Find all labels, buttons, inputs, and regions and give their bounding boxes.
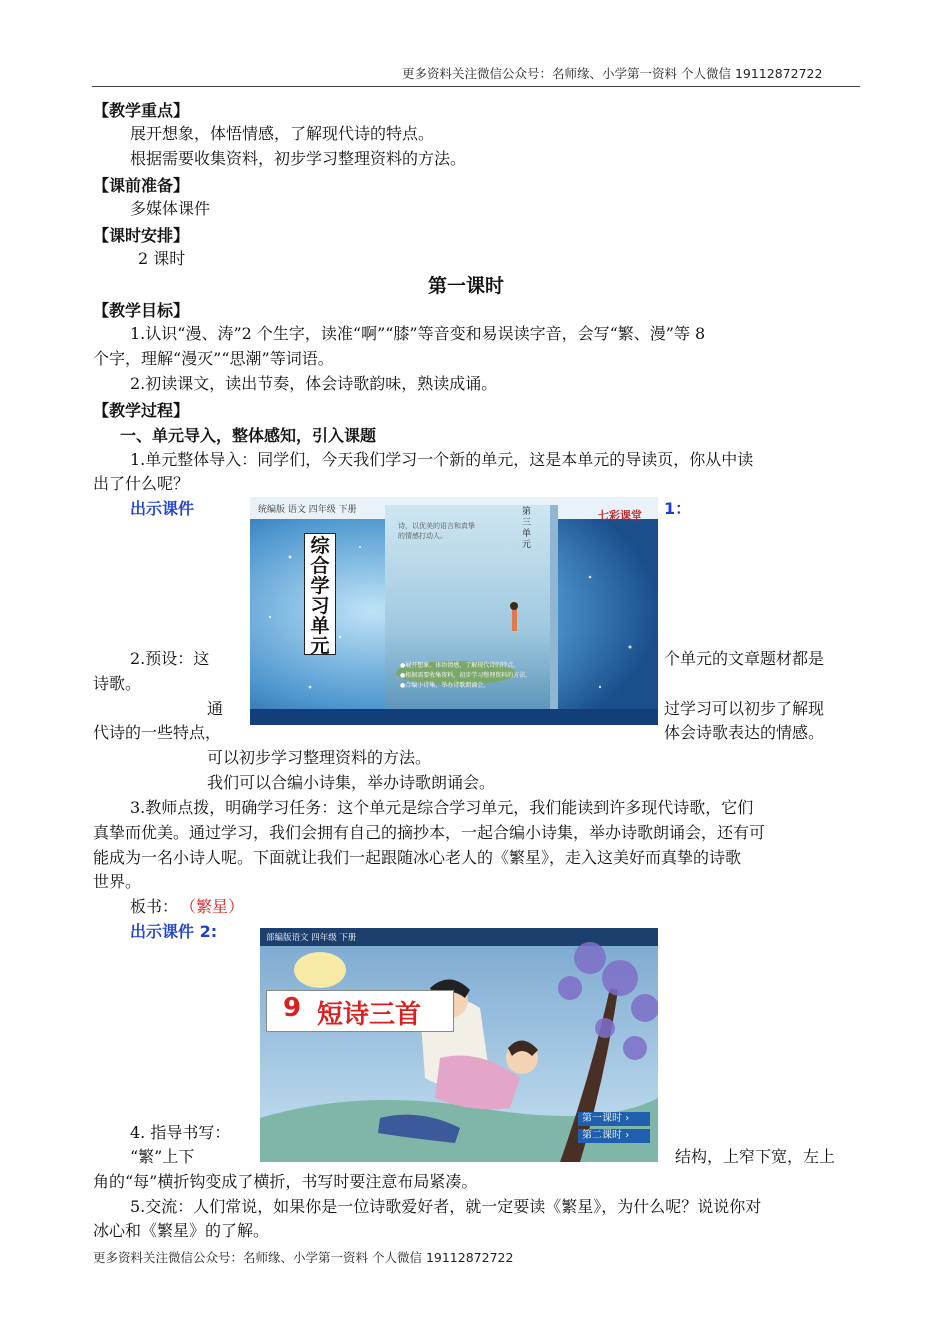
courseware-1-number: 1： — [664, 499, 692, 518]
chevron-right-icon: › — [625, 1130, 630, 1141]
para-2-line-4: 可以初步学习整理资料的方法。 — [207, 748, 432, 767]
para-1-line-1: 1.单元整体导入：同学们，今天我们学习一个新的单元，这是本单元的导读页，你从中读 — [130, 450, 754, 469]
para-4-right: 结构，上窄下宽，左上 — [675, 1147, 836, 1166]
para-5-line-1: 5.交流：人们常说，如果你是一位诗歌爱好者，就一定要读《繁星》，为什么呢？说说你对 — [130, 1197, 762, 1216]
slide-1-brand-logo: 七彩课堂 — [598, 509, 642, 522]
goal-1-line-1: 1.认识“漫、涛”2 个生字，读准“啊”“膝”等音变和易误读字音，会写“繁、漫”等 8 — [130, 324, 706, 343]
key-points-heading: 【教学重点】 — [93, 101, 190, 120]
para-2-line-5: 我们可以合编小诗集，举办诗歌朗诵会。 — [207, 773, 496, 792]
para-4-fan: “繁”上下 — [130, 1147, 195, 1166]
slide-2-background — [260, 928, 658, 1162]
para-2-right: 个单元的文章题材都是 — [664, 649, 825, 668]
chevron-right-icon: › — [625, 1113, 630, 1124]
step-heading: 一、单元导入，整体感知，引入课题 — [120, 426, 377, 445]
courseware-1-label: 出示课件 — [130, 499, 195, 518]
slide-1-unit-label: 第三单元 — [522, 507, 532, 550]
courseware-slide-2 — [260, 928, 658, 1162]
goals-heading: 【教学目标】 — [93, 301, 190, 320]
slide-1-title: 综合学习单元 — [304, 533, 336, 655]
slide-2-lesson-2-label: 第二课时 — [582, 1130, 622, 1141]
para-2-line-2: 诗歌。 — [93, 674, 142, 693]
para-3-line-2: 真挚而优美。通过学习，我们会拥有自己的摘抄本，一起合编小诗集，举办诗歌朗诵会，还有可 — [93, 823, 766, 842]
lesson-title: 第一课时 — [428, 275, 505, 297]
para-1-line-2: 出了什么呢？ — [93, 474, 190, 493]
slide-1-quote: 诗，以优美的语言和真挚的情感打动人。 — [398, 522, 475, 540]
para-3-line-3: 能成为一名小诗人呢。下面就让我们一起跟随冰心老人的《繁星》，走入这美好而真挚的诗歌 — [93, 848, 742, 867]
schedule-heading: 【课时安排】 — [93, 226, 190, 245]
para-5-line-2: 冰心和《繁星》的了解。 — [93, 1221, 270, 1240]
slide-1-bullet-1: ●展开想象，体悟情感，了解现代诗的特点。 — [400, 662, 520, 669]
board-label: 板书： — [130, 897, 179, 916]
key-point-2: 根据需要收集资料，初步学习整理资料的方法。 — [130, 149, 467, 168]
page-footer: 更多资料关注微信公众号：名师缘、小学第一资料 个人微信 19112872722 — [93, 1250, 514, 1265]
para-2-left: 2.预设：这 — [130, 649, 210, 668]
para-4-line-3: 角的“每”横折钩变成了横折，书写时要注意布局紧凑。 — [93, 1172, 478, 1191]
board-text: （繁星） — [180, 897, 245, 916]
slide-2-lesson-1-label: 第一课时 — [582, 1113, 622, 1124]
slide-2-topbar: 部编版语文 四年级 下册 — [266, 933, 357, 943]
slide-1-bullet-3: ●合编小诗集，举办诗歌朗诵会。 — [400, 682, 490, 689]
para-3-line-4: 世界。 — [93, 872, 142, 891]
para-2-line-3-left: 代诗的一些特点， — [93, 723, 222, 742]
slide-2-lesson-1-button[interactable] — [578, 1112, 650, 1126]
slide-2-title-number: 9 — [283, 993, 302, 1023]
prep-heading: 【课前准备】 — [93, 176, 190, 195]
header-rule — [92, 86, 860, 87]
prep-text: 多媒体课件 — [130, 199, 211, 218]
slide-2-title-text: 短诗三首 — [317, 1000, 422, 1030]
para-3-line-1: 3.教师点拨，明确学习任务：这个单元是综合学习单元，我们能读到许多现代诗歌，它们 — [130, 798, 754, 817]
courseware-slide-1 — [250, 497, 658, 725]
slide-2-title-box — [266, 990, 454, 1032]
courseware-2-label: 出示课件 2: — [130, 922, 218, 941]
goal-2: 2.初读课文，读出节奏，体会诗歌韵味，熟读成诵。 — [130, 374, 498, 393]
schedule-text: 2 课时 — [138, 249, 186, 268]
para-2-line-3-right: 体会诗歌表达的情感。 — [664, 723, 825, 742]
slide-2-lesson-2-button[interactable] — [578, 1129, 650, 1143]
page-header: 更多资料关注微信公众号：名师缘、小学第一资料 个人微信 19112872722 — [402, 66, 823, 81]
para-2-tong: 通 — [207, 699, 224, 718]
para-2-right-2: 过学习可以初步了解现 — [664, 699, 825, 718]
slide-1-topbar: 统编版 语文 四年级 下册 — [258, 505, 357, 515]
goal-1-line-2: 个字，理解“漫灭”“思潮”等词语。 — [93, 349, 334, 368]
slide-1-bullet-2: ●根据需要收集资料，初步学习整理资料的方法。 — [400, 672, 532, 679]
para-4-line-1: 4. 指导书写： — [130, 1123, 231, 1142]
key-point-1: 展开想象，体悟情感，了解现代诗的特点。 — [130, 124, 435, 143]
process-heading: 【教学过程】 — [93, 401, 190, 420]
